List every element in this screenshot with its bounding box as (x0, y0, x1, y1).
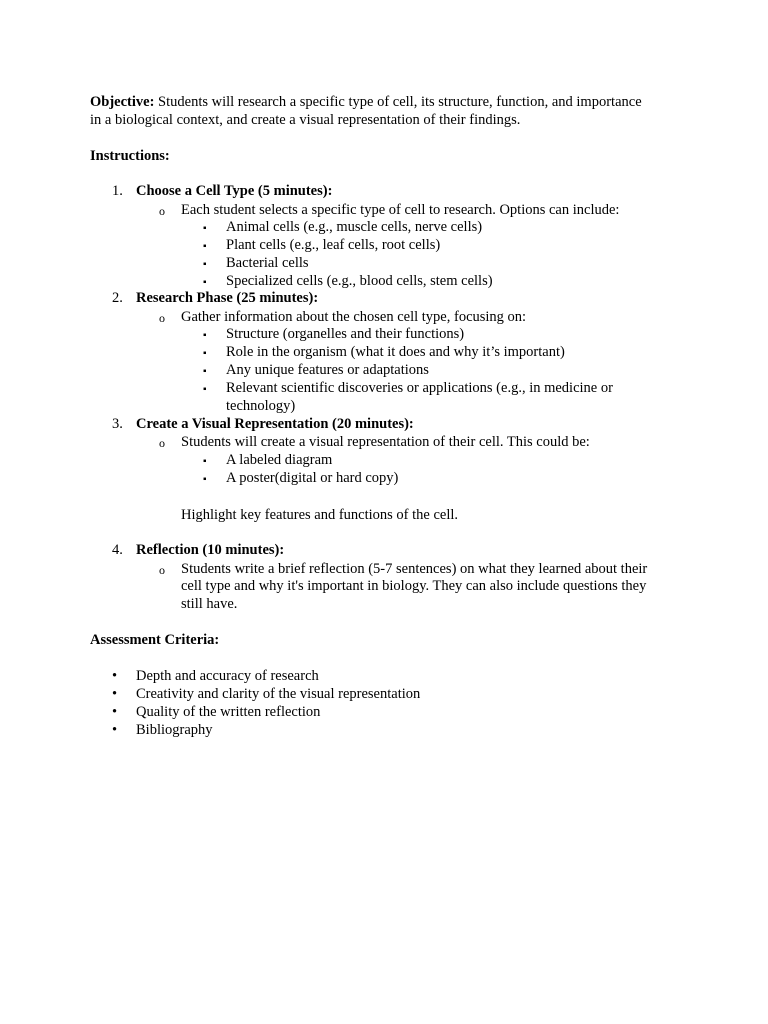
step-4-sub-marker: o (159, 563, 165, 577)
step-4-sub-line-1: Students write a brief reflection (5-7 sentences) on what they learned about their (181, 561, 648, 577)
step-1-bullet-3: Bacterial cells (226, 255, 309, 271)
step-1-title: Choose a Cell Type (5 minutes): (136, 183, 333, 199)
step-1-bullet-1: Animal cells (e.g., muscle cells, nerve cells) (226, 219, 483, 235)
bullet-square-marker: ▪ (203, 348, 207, 359)
bullet-square-marker: ▪ (203, 241, 207, 252)
step-2-number: 2. (112, 290, 123, 306)
instructions-heading: Instructions: (90, 148, 170, 164)
objective-paragraph (90, 94, 680, 129)
bullet-dot-marker: • (112, 686, 118, 702)
objective-text-line1: Students will research a specific type of cell, its structure, function, and importance (158, 94, 642, 110)
step-3-bullet-1: A labeled diagram (226, 452, 333, 468)
step-2-bullet-1: Structure (organelles and their functions) (226, 326, 465, 342)
step-2-sub-marker: o (159, 311, 165, 325)
objective-text-line2: in a biological context, and create a visual representation of their findings. (90, 111, 521, 128)
step-2-title: Research Phase (25 minutes): (136, 290, 319, 306)
step-4-number: 4. (112, 542, 123, 558)
step-1-sub-text: Each student selects a specific type of cell to research. Options can include: (181, 202, 620, 218)
bullet-square-marker: ▪ (203, 366, 207, 377)
step-3-note: Highlight key features and functions of the cell. (181, 507, 459, 523)
step-1-bullet-4: Specialized cells (e.g., blood cells, stem cells) (226, 273, 493, 289)
step-3-title: Create a Visual Representation (20 minutes): (136, 416, 414, 432)
bullet-square-marker: ▪ (203, 384, 207, 395)
bullet-dot-marker: • (112, 668, 118, 684)
step-3-number: 3. (112, 416, 123, 432)
step-3-sub-marker: o (159, 436, 165, 450)
assessment-item-2: Creativity and clarity of the visual representation (136, 686, 421, 702)
step-1-bullet-2: Plant cells (e.g., leaf cells, root cells) (226, 237, 441, 253)
step-3-sub-text: Students will create a visual representation of their cell. This could be: (181, 434, 590, 450)
assessment-heading: Assessment Criteria: (90, 632, 220, 648)
bullet-square-marker: ▪ (203, 474, 207, 485)
step-4-sub-line-2: cell type and why it's important in biology. They can also include questions they (181, 578, 647, 594)
objective-label: Objective: (90, 94, 155, 110)
bullet-square-marker: ▪ (203, 456, 207, 467)
bullet-dot-marker: • (112, 722, 118, 738)
bullet-square-marker: ▪ (203, 277, 207, 288)
step-4-sub-line-3: still have. (181, 596, 238, 612)
assessment-item-3: Quality of the written reflection (136, 704, 321, 720)
bullet-square-marker: ▪ (203, 330, 207, 341)
step-1-number: 1. (112, 183, 123, 199)
step-2-bullet-2: Role in the organism (what it does and why it’s important) (226, 344, 565, 360)
bullet-dot-marker: • (112, 704, 118, 720)
step-1-sub-marker: o (159, 204, 165, 218)
step-4-title: Reflection (10 minutes): (136, 542, 285, 558)
step-2-bullet-4: Relevant scientific discoveries or applications (e.g., in medicine or (226, 380, 613, 396)
step-2-sub-text: Gather information about the chosen cell type, focusing on: (181, 309, 527, 325)
step-2-bullet-4-continued: technology) (226, 398, 296, 414)
assessment-item-1: Depth and accuracy of research (136, 668, 319, 684)
step-3-bullet-2: A poster(digital or hard copy) (226, 470, 399, 486)
bullet-square-marker: ▪ (203, 223, 207, 234)
step-2-bullet-3: Any unique features or adaptations (226, 362, 429, 378)
assessment-item-4: Bibliography (136, 722, 213, 738)
bullet-square-marker: ▪ (203, 259, 207, 270)
